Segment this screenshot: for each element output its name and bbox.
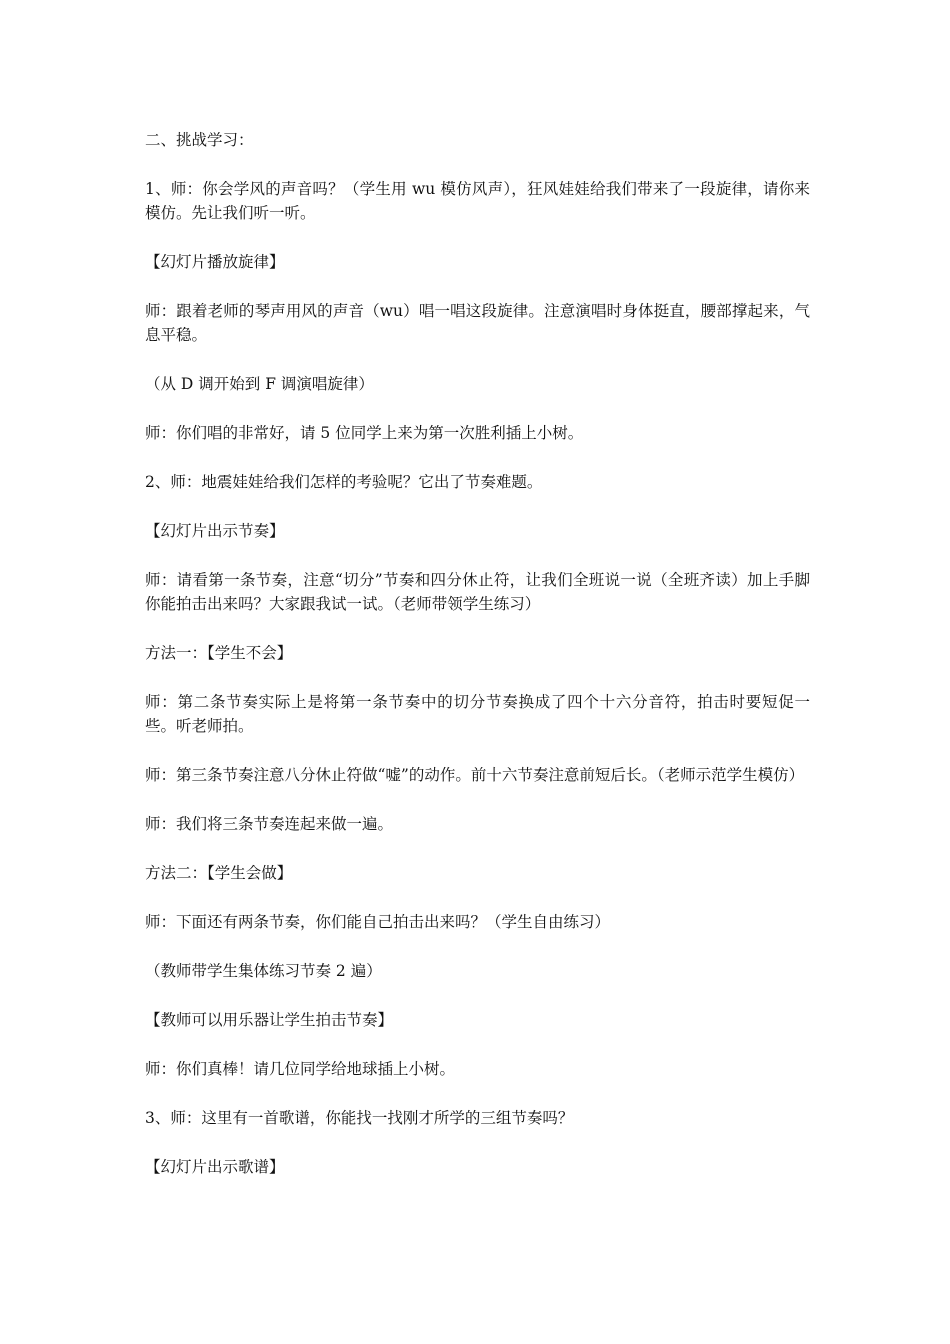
paragraph-first-rhythm: 师：请看第一条节奏，注意“切分”节奏和四分休止符，让我们全班说一说（全班齐读）加上手脚你能拍击出来吗？大家跟我试一试。（老师带领学生练习） <box>145 571 810 613</box>
paragraph-free-practice: 师：下面还有两条节奏，你们能自己拍击出来吗？（学生自由练习） <box>145 913 611 931</box>
section-heading: 二、挑战学习： <box>145 131 254 149</box>
document-page <box>145 128 810 1204</box>
paragraph-earthquake-challenge: 2、师：地震娃娃给我们怎样的考验呢？它出了节奏难题。 <box>145 473 543 491</box>
paragraph-find-rhythms: 3、师：这里有一首歌谱，你能找一找刚才所学的三组节奏吗？ <box>145 1109 574 1127</box>
paragraph-second-rhythm: 师：第二条节奏实际上是将第一条节奏中的切分节奏换成了四个十六分音符，拍击时要短促一些。听老师拍。 <box>145 693 810 735</box>
paragraph-plant-trees: 师：你们真棒！请几位同学给地球插上小树。 <box>145 1060 456 1078</box>
method-one-heading: 方法一：【学生不会】 <box>145 644 293 662</box>
paragraph-wind-imitation: 1、师：你会学风的声音吗？（学生用 wu 模仿风声），狂风娃娃给我们带来了一段旋律，请你来模仿。先让我们听一听。 <box>145 180 810 222</box>
paragraph-first-victory: 师：你们唱的非常好，请 5 位同学上来为第一次胜利插上小树。 <box>145 424 584 442</box>
paragraph-key-change: （从 D 调开始到 F 调演唱旋律） <box>145 375 374 393</box>
slide-note-melody: 【幻灯片播放旋律】 <box>145 253 285 271</box>
slide-note-rhythm: 【幻灯片出示节奏】 <box>145 522 285 540</box>
method-two-heading: 方法二：【学生会做】 <box>145 864 293 882</box>
paragraph-third-rhythm: 师：第三条节奏注意八分休止符做“嘘”的动作。前十六节奏注意前短后长。（老师示范学生模仿） <box>145 766 805 784</box>
paragraph-group-practice: （教师带学生集体练习节奏 2 遍） <box>145 962 382 980</box>
paragraph-combine-rhythms: 师：我们将三条节奏连起来做一遍。 <box>145 815 394 833</box>
slide-note-score: 【幻灯片出示歌谱】 <box>145 1158 285 1176</box>
note-instruments: 【教师可以用乐器让学生拍击节奏】 <box>145 1011 394 1029</box>
paragraph-sing-melody: 师：跟着老师的琴声用风的声音（wu）唱一唱这段旋律。注意演唱时身体挺直，腰部撑起来，气息平稳。 <box>145 302 810 344</box>
